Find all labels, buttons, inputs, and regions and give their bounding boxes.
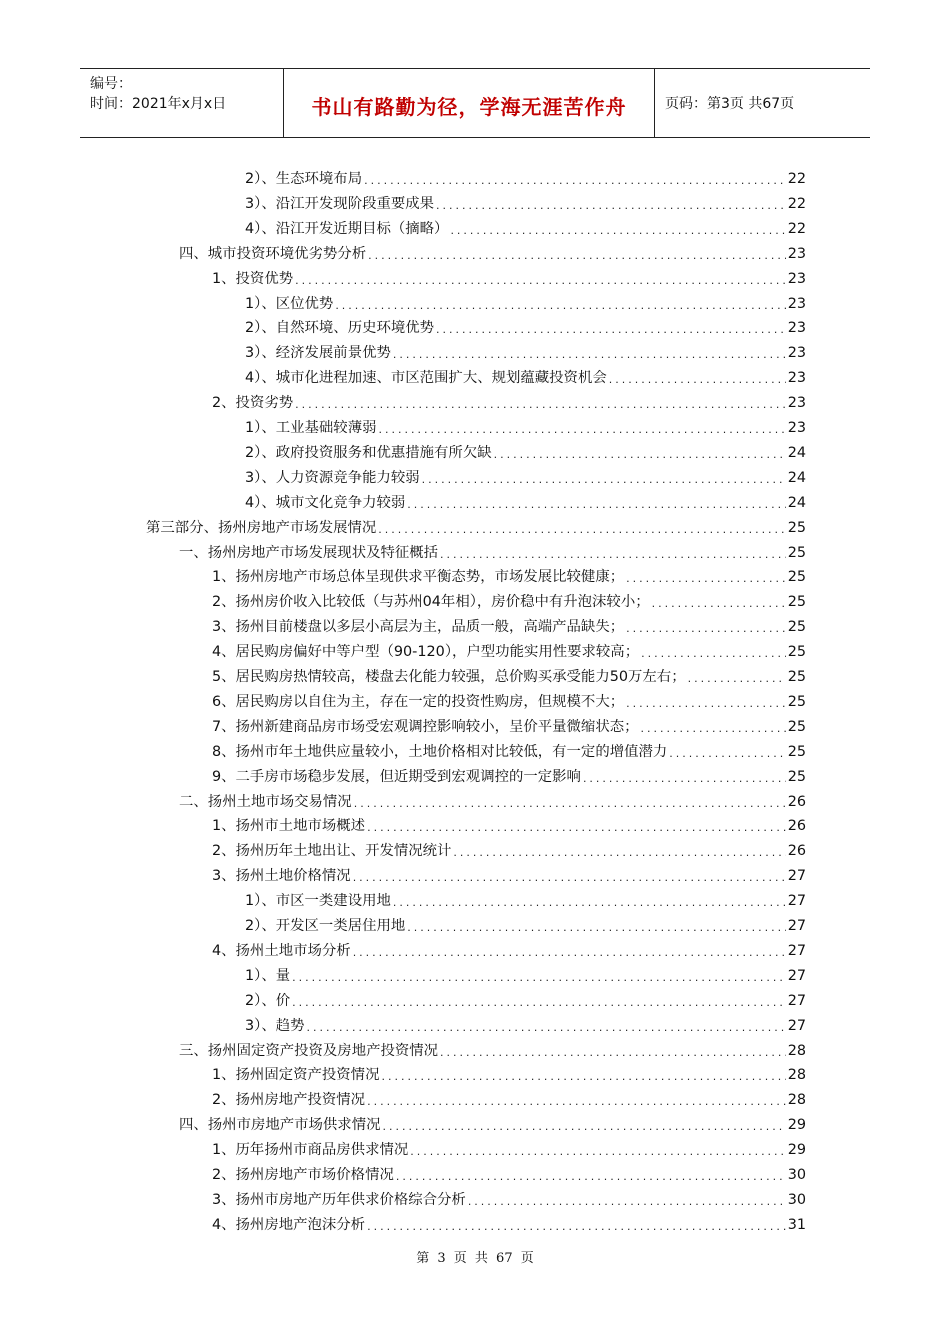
toc-entry-title: 2）、生态环境布局 — [245, 171, 363, 187]
document-number-label: 编号： — [90, 76, 132, 92]
toc-entry-leader — [381, 1068, 785, 1086]
toc-entry-title: 3）、沿江开发现阶段重要成果 — [245, 195, 435, 212]
toc-entry-title: 4、扬州土地市场分析 — [212, 942, 351, 959]
toc-entry[interactable] — [245, 1015, 806, 1037]
toc-entry-page: 23 — [787, 370, 806, 387]
toc-entry-title: 2、扬州房地产投资情况 — [212, 1092, 366, 1109]
toc-entry[interactable] — [212, 641, 806, 663]
toc-entry-title: 三、扬州固定资产投资及房地产投资情况 — [179, 1042, 439, 1059]
toc-entry-title: 2）、自然环境、历史环境优势 — [245, 320, 435, 337]
toc-entry-page: 25 — [787, 594, 806, 611]
toc-entry-title: 1、扬州固定资产投资情况 — [212, 1067, 380, 1084]
toc-entry-leader — [292, 969, 786, 987]
toc-entry-page: 25 — [787, 619, 806, 636]
toc-entry[interactable] — [212, 1089, 806, 1111]
toc-entry-title: 9、二手房市场稳步发展，但近期受到宏观调控的一定影响 — [212, 768, 581, 785]
toc-entry-title: 3、扬州目前楼盘以多层小高层为主，品质一般，高端产品缺失； — [212, 619, 625, 636]
toc-entry[interactable] — [179, 542, 806, 564]
toc-entry-page: 26 — [787, 793, 806, 810]
toc-entry[interactable] — [245, 890, 806, 912]
page-header — [80, 68, 870, 138]
toc-entry-title: 1、历年扬州市商品房供求情况 — [212, 1142, 409, 1159]
toc-entry-page: 30 — [787, 1167, 806, 1183]
toc-entry-leader — [295, 272, 786, 290]
toc-entry-leader — [453, 844, 785, 862]
toc-entry-leader — [652, 595, 786, 613]
toc-entry[interactable] — [212, 666, 806, 688]
toc-entry-title: 4）、沿江开发近期目标（摘略） — [245, 220, 449, 237]
toc-entry-leader — [450, 222, 785, 240]
toc-entry-title: 2、扬州历年土地出让、开发情况统计 — [212, 843, 452, 860]
toc-entry-page: 28 — [787, 1067, 806, 1084]
toc-entry-leader — [436, 197, 786, 215]
toc-entry-leader — [292, 994, 786, 1012]
toc-entry[interactable] — [212, 1064, 806, 1086]
toc-entry-leader — [436, 321, 786, 339]
toc-entry-title: 2）、政府投资服务和优惠措施有所欠缺 — [245, 444, 492, 461]
toc-entry-page: 27 — [787, 992, 806, 1009]
toc-entry-title: 一、扬州房地产市场发展现状及特征概括 — [179, 544, 439, 561]
toc-entry[interactable] — [146, 517, 806, 539]
toc-entry-title: 2、投资劣势 — [212, 395, 294, 412]
toc-entry[interactable] — [212, 815, 806, 837]
toc-entry-page: 25 — [787, 519, 806, 536]
toc-entry-page: 25 — [787, 569, 806, 586]
toc-entry-page: 27 — [787, 967, 806, 984]
toc-entry-leader — [494, 446, 786, 464]
header-motto: 书山有路勤为径，学海无涯苦作舟 — [311, 95, 627, 119]
toc-entry-leader — [626, 620, 786, 638]
toc-entry-leader — [583, 770, 786, 788]
toc-entry-title: 4、扬州房地产泡沫分析 — [212, 1216, 366, 1233]
toc-entry[interactable] — [212, 591, 806, 613]
toc-entry-page: 24 — [787, 444, 806, 461]
toc-entry[interactable] — [212, 1214, 806, 1236]
toc-entry-leader — [669, 745, 785, 763]
toc-entry-leader — [335, 297, 785, 315]
toc-entry-title: 四、城市投资环境优劣势分析 — [179, 245, 367, 262]
toc-entry-title: 第三部分、扬州房地产市场发展情况 — [146, 519, 377, 536]
toc-entry-leader — [688, 670, 786, 688]
toc-entry-page: 29 — [787, 1142, 806, 1159]
toc-entry-leader — [407, 919, 785, 937]
toc-entry[interactable] — [245, 293, 806, 315]
toc-entry-title: 四、扬州市房地产市场供求情况 — [179, 1117, 381, 1134]
toc-entry[interactable] — [212, 566, 806, 588]
toc-entry-page: 25 — [787, 669, 806, 685]
toc-entry-page: 26 — [787, 843, 806, 860]
toc-entry[interactable] — [245, 442, 806, 464]
header-meta-cell — [80, 69, 284, 137]
toc-entry[interactable] — [212, 766, 806, 788]
toc-entry-title: 2）、价 — [245, 992, 291, 1009]
toc-entry[interactable] — [245, 218, 806, 240]
toc-entry-leader — [609, 371, 786, 389]
toc-entry[interactable] — [212, 691, 806, 713]
toc-entry-page: 25 — [787, 768, 806, 785]
toc-entry-leader — [440, 546, 786, 564]
toc-entry-title: 1）、工业基础较薄弱 — [245, 420, 377, 436]
toc-entry[interactable] — [245, 193, 806, 215]
toc-entry[interactable] — [179, 1114, 806, 1136]
toc-entry-page: 27 — [787, 868, 806, 885]
toc-entry-leader — [382, 1118, 785, 1136]
toc-entry-title: 二、扬州土地市场交易情况 — [179, 793, 352, 810]
toc-entry-leader — [410, 1143, 785, 1161]
toc-entry-page: 28 — [787, 1092, 806, 1109]
toc-entry-leader — [468, 1193, 786, 1211]
toc-entry-title: 7、扬州新建商品房市场受宏观调控影响较小，呈价平量微缩状态； — [212, 718, 639, 735]
toc-entry[interactable] — [212, 865, 806, 887]
toc-entry-leader — [626, 570, 786, 588]
toc-entry-page: 23 — [787, 395, 806, 412]
document-time-label: 时间：2021年x月x日 — [90, 96, 227, 112]
toc-entry-title: 1）、区位优势 — [245, 295, 334, 312]
toc-entry-title: 8、扬州市年土地供应量较小，土地价格相对比较低，有一定的增值潜力 — [212, 743, 668, 760]
toc-entry-title: 1、扬州市土地市场概述 — [212, 818, 366, 835]
toc-entry[interactable] — [179, 791, 806, 813]
toc-entry-leader — [641, 645, 786, 663]
toc-entry-leader — [307, 1019, 786, 1037]
toc-entry[interactable] — [245, 467, 806, 489]
toc-entry[interactable] — [245, 915, 806, 937]
toc-entry[interactable] — [212, 1189, 806, 1211]
toc-entry-page: 27 — [787, 918, 806, 934]
toc-entry-title: 1）、市区一类建设用地 — [245, 893, 391, 910]
toc-entry-title: 1、投资优势 — [212, 270, 294, 287]
toc-entry-page: 30 — [787, 1191, 806, 1208]
toc-entry-title: 3）、趋势 — [245, 1017, 305, 1034]
toc-entry-leader — [378, 521, 785, 539]
toc-entry-title: 5、居民购房热情较高，楼盘去化能力较强，总价购买承受能力50万左右； — [212, 669, 686, 685]
toc-entry-page: 25 — [787, 644, 806, 661]
toc-entry-page: 23 — [787, 420, 806, 436]
toc-entry-page: 25 — [787, 718, 806, 735]
page-footer: 第 3 页 共 67 页 — [416, 1251, 534, 1266]
toc-entry[interactable] — [245, 417, 806, 439]
toc-entry-leader — [367, 1093, 786, 1111]
toc-entry-leader — [393, 894, 786, 912]
toc-entry-page: 23 — [787, 345, 806, 362]
toc-entry-leader — [295, 396, 786, 414]
toc-entry-leader — [641, 720, 786, 738]
toc-entry-page: 22 — [787, 171, 806, 187]
toc-entry-leader — [368, 247, 786, 265]
toc-entry[interactable] — [245, 342, 806, 364]
toc-entry-page: 24 — [787, 494, 806, 511]
toc-entry-leader — [396, 1168, 786, 1186]
toc-entry-title: 1、扬州房地产市场总体呈现供求平衡态势，市场发展比较健康； — [212, 569, 625, 586]
toc-entry-page: 23 — [787, 270, 806, 287]
toc-entry-page: 27 — [787, 1017, 806, 1034]
toc-entry[interactable] — [212, 392, 806, 414]
toc-entry[interactable] — [179, 243, 806, 265]
toc-entry-page: 25 — [787, 743, 806, 760]
toc-entry-title: 2、扬州房价收入比较低（与苏州04年相），房价稳中有升泡沫较小； — [212, 594, 650, 611]
toc-entry-leader — [364, 172, 786, 190]
toc-entry-page: 25 — [787, 544, 806, 561]
toc-entry-leader — [353, 944, 786, 962]
toc-entry-page: 22 — [787, 220, 806, 237]
toc-entry[interactable] — [212, 940, 806, 962]
toc-entry[interactable] — [212, 268, 806, 290]
header-page-info: 页码：第3页 共67页 — [665, 96, 795, 112]
toc-entry-page: 22 — [787, 195, 806, 212]
toc-entry-title: 6、居民购房以自住为主，存在一定的投资性购房，但规模不大； — [212, 693, 625, 710]
toc-entry-title: 3、扬州土地价格情况 — [212, 868, 351, 885]
toc-entry-leader — [393, 346, 786, 364]
toc-entry-title: 3、扬州市房地产历年供求价格综合分析 — [212, 1191, 466, 1208]
toc-entry-page: 23 — [787, 245, 806, 262]
toc-entry[interactable] — [212, 716, 806, 738]
toc-entry-page: 24 — [787, 469, 806, 486]
toc-entry-leader — [626, 695, 786, 713]
toc-entry-leader — [422, 471, 786, 489]
toc-entry-page: 26 — [787, 818, 806, 835]
header-motto-cell — [284, 69, 655, 137]
toc-entry-page: 28 — [787, 1042, 806, 1059]
toc-entry-leader — [440, 1044, 786, 1062]
toc-entry[interactable] — [212, 840, 806, 862]
toc-entry[interactable] — [212, 1139, 806, 1161]
toc-entry-leader — [354, 795, 786, 813]
toc-entry-leader — [407, 496, 785, 514]
toc-entry-title: 3）、经济发展前景优势 — [245, 345, 391, 362]
toc-entry-leader — [367, 1218, 786, 1236]
toc-entry[interactable] — [245, 317, 806, 339]
toc-entry[interactable] — [245, 990, 806, 1012]
toc-entry[interactable] — [245, 492, 806, 514]
toc-entry-page: 27 — [787, 942, 806, 959]
toc-entry-page: 23 — [787, 295, 806, 312]
toc-entry-page: 27 — [787, 893, 806, 910]
toc-entry-page: 25 — [787, 693, 806, 710]
toc-entry[interactable] — [245, 965, 806, 987]
toc-entry-leader — [367, 819, 786, 837]
toc-entry-leader — [353, 869, 786, 887]
toc-entry[interactable] — [179, 1040, 806, 1062]
toc-entry-title: 4、居民购房偏好中等户型（90-120），户型功能实用性要求较高； — [212, 644, 640, 661]
toc-entry-title: 4）、城市化进程加速、市区范围扩大、规划蕴藏投资机会 — [245, 370, 607, 387]
toc-entry-title: 4）、城市文化竞争力较弱 — [245, 494, 406, 511]
toc-entry[interactable] — [245, 367, 806, 389]
toc-entry[interactable] — [212, 1164, 806, 1186]
toc-entry[interactable] — [245, 168, 806, 190]
toc-entry-title: 2）、开发区一类居住用地 — [245, 918, 406, 934]
toc-entry[interactable] — [212, 741, 806, 763]
toc-entry-title: 3）、人力资源竞争能力较弱 — [245, 469, 420, 486]
toc-entry-title: 2、扬州房地产市场价格情况 — [212, 1167, 394, 1183]
toc-entry-title: 1）、量 — [245, 967, 291, 984]
toc-entry-page: 23 — [787, 320, 806, 337]
toc-entry-leader — [378, 421, 785, 439]
header-page-cell — [655, 69, 870, 137]
toc-entry[interactable] — [212, 616, 806, 638]
toc-entry-page: 31 — [787, 1216, 806, 1233]
toc-entry-page: 29 — [787, 1117, 806, 1134]
